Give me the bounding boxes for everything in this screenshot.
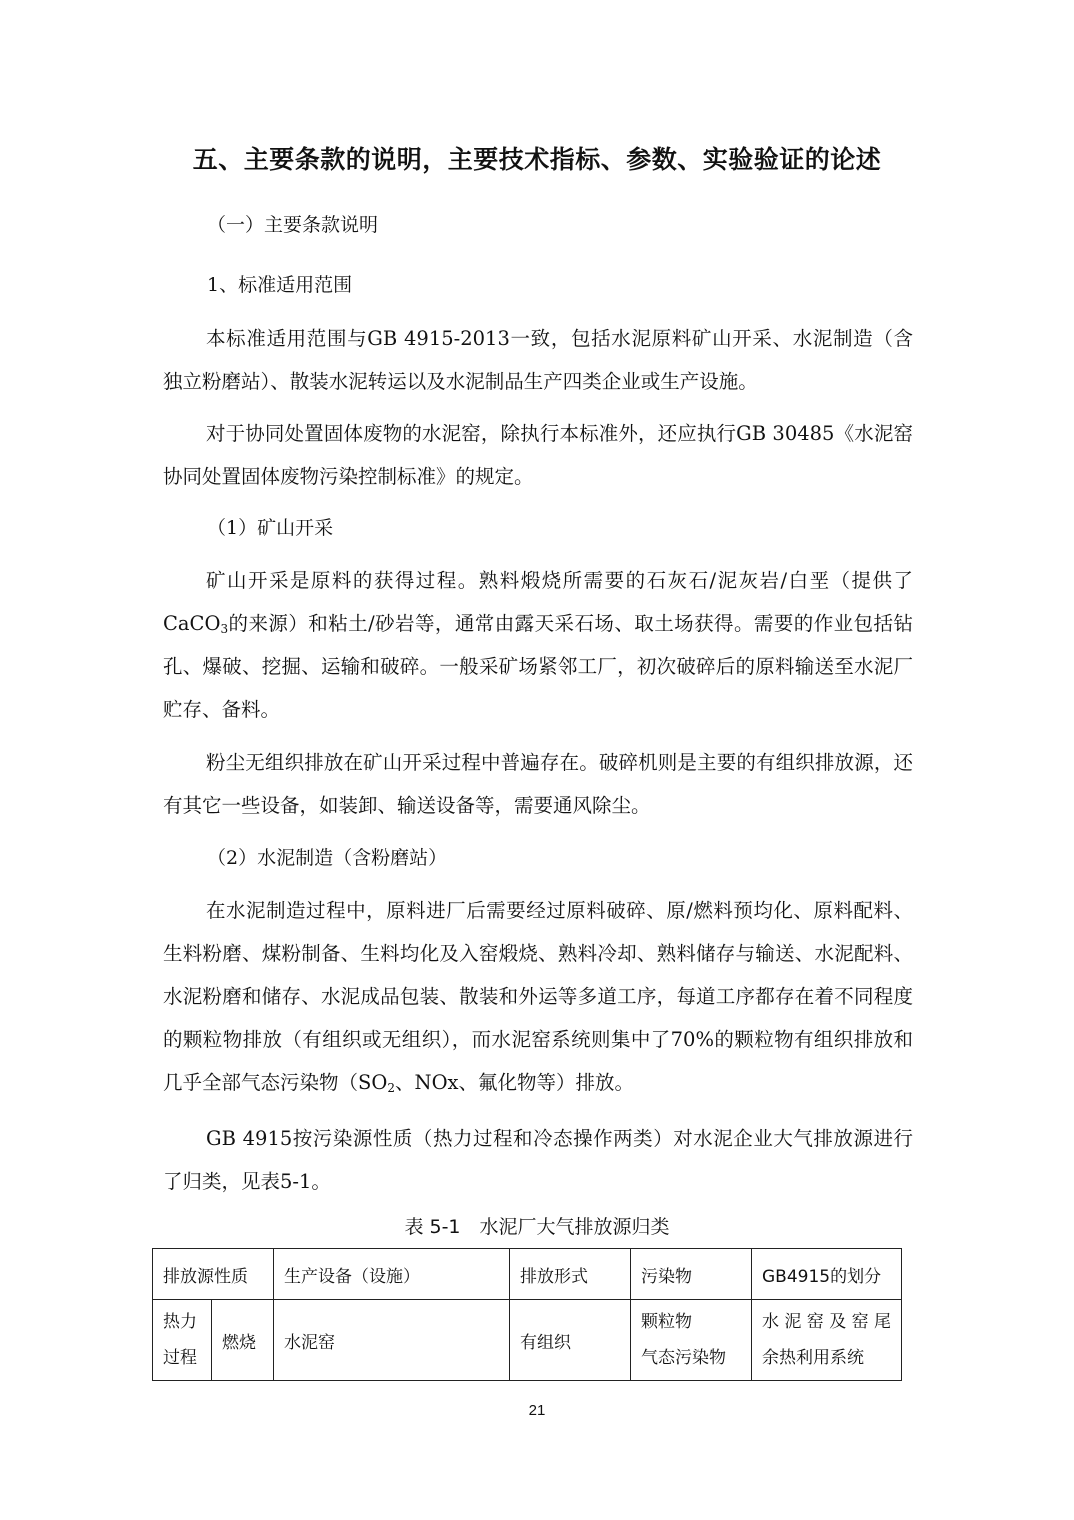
table-header-row <box>153 1249 902 1300</box>
header-gb4915-division: GB4915的划分 <box>751 1249 901 1300</box>
subheading-mining: （1）矿山开采 <box>207 517 334 539</box>
paragraph-mining-part2: 的来源）和粘土/砂岩等，通常由露天采石场、取土场获得。需要的作业包括钻孔、爆破、挖掘、运输和破碎。一般采矿场紧邻工厂，初次破碎后的原料输送至水泥厂贮存、备料。 <box>163 612 913 721</box>
paragraph-co-processing: 对于协同处置固体废物的水泥窑，除执行本标准外，还应执行GB 30485《水泥窑协同处置固体废物污染控制标准》的规定。 <box>163 422 913 488</box>
cell-category <box>153 1300 212 1381</box>
cell-division <box>751 1300 901 1381</box>
header-source-nature: 排放源性质 <box>153 1249 274 1300</box>
item-heading: 1、标准适用范围 <box>207 274 353 296</box>
paragraph-scope: 本标准适用范围与GB 4915-2013一致，包括水泥原料矿山开采、水泥制造（含独立粉磨站）、散装水泥转运以及水泥制品生产四类企业或生产设施。 <box>163 327 913 393</box>
paragraph-classification: GB 4915按污染源性质（热力过程和冷态操作两类）对水泥企业大气排放源进行了归类，见表5-1。 <box>163 1127 913 1193</box>
page-title: 五、主要条款的说明，主要技术指标、参数、实验验证的论述 <box>192 145 882 174</box>
cell-category-line1: 热力 <box>163 1312 197 1332</box>
paragraph-manufacturing-part1: 在水泥制造过程中，原料进厂后需要经过原料破碎、原/燃料预均化、原料配料、生料粉磨、煤粉制备、生料均化及入窑煅烧、熟料冷却、熟料储存与输送、水泥配料、水泥粉磨和储存、水泥成品包装、散装和外运等多道工序，每道工序都存在着不同程度的颗粒物排放（有组织或无组织），而水泥窑系统则集中了70%的颗粒物有组织排放和几乎全部气态污染物（SO <box>163 899 913 1094</box>
cell-emission-form: 有组织 <box>509 1300 630 1381</box>
table-caption: 表 5-1 水泥厂大气排放源归类 <box>404 1216 670 1238</box>
cell-pollutant-2: 气态污染物 <box>640 1348 726 1368</box>
header-equipment: 生产设备（设施） <box>273 1249 509 1300</box>
header-emission-form: 排放形式 <box>509 1249 630 1300</box>
subscript-3: 3 <box>220 622 229 636</box>
subscript-2: 2 <box>387 1081 395 1095</box>
page-number: 21 <box>528 1402 546 1419</box>
cell-division-line2: 余热利用系统 <box>761 1348 864 1368</box>
table-row <box>153 1300 902 1381</box>
subheading-cement-manufacturing: （2）水泥制造（含粉磨站） <box>207 847 448 869</box>
cell-equipment: 水泥窑 <box>273 1300 509 1381</box>
paragraph-mining-part1: 矿山开采是原料的获得过程。熟料煅烧所需要的石灰石/泥灰岩/白垩（提供了CaCO <box>163 569 913 635</box>
cell-pollutant-1: 颗粒物 <box>640 1312 692 1332</box>
cell-subcategory: 燃烧 <box>212 1300 274 1381</box>
paragraph-manufacturing-part2: 、NOx、氟化物等）排放。 <box>395 1071 635 1094</box>
paragraph-mining <box>163 559 913 731</box>
cell-division-line1: 水 泥 窑 及 窑 尾 <box>761 1312 892 1332</box>
emission-source-table <box>152 1248 902 1381</box>
section-heading: （一）主要条款说明 <box>207 214 379 236</box>
paragraph-dust: 粉尘无组织排放在矿山开采过程中普遍存在。破碎机则是主要的有组织排放源，还有其它一些设备，如装卸、输送设备等，需要通风除尘。 <box>163 751 913 817</box>
cell-category-line2: 过程 <box>163 1348 197 1368</box>
cell-pollutants <box>630 1300 751 1381</box>
header-pollutant: 污染物 <box>630 1249 751 1300</box>
paragraph-manufacturing <box>163 889 913 1104</box>
